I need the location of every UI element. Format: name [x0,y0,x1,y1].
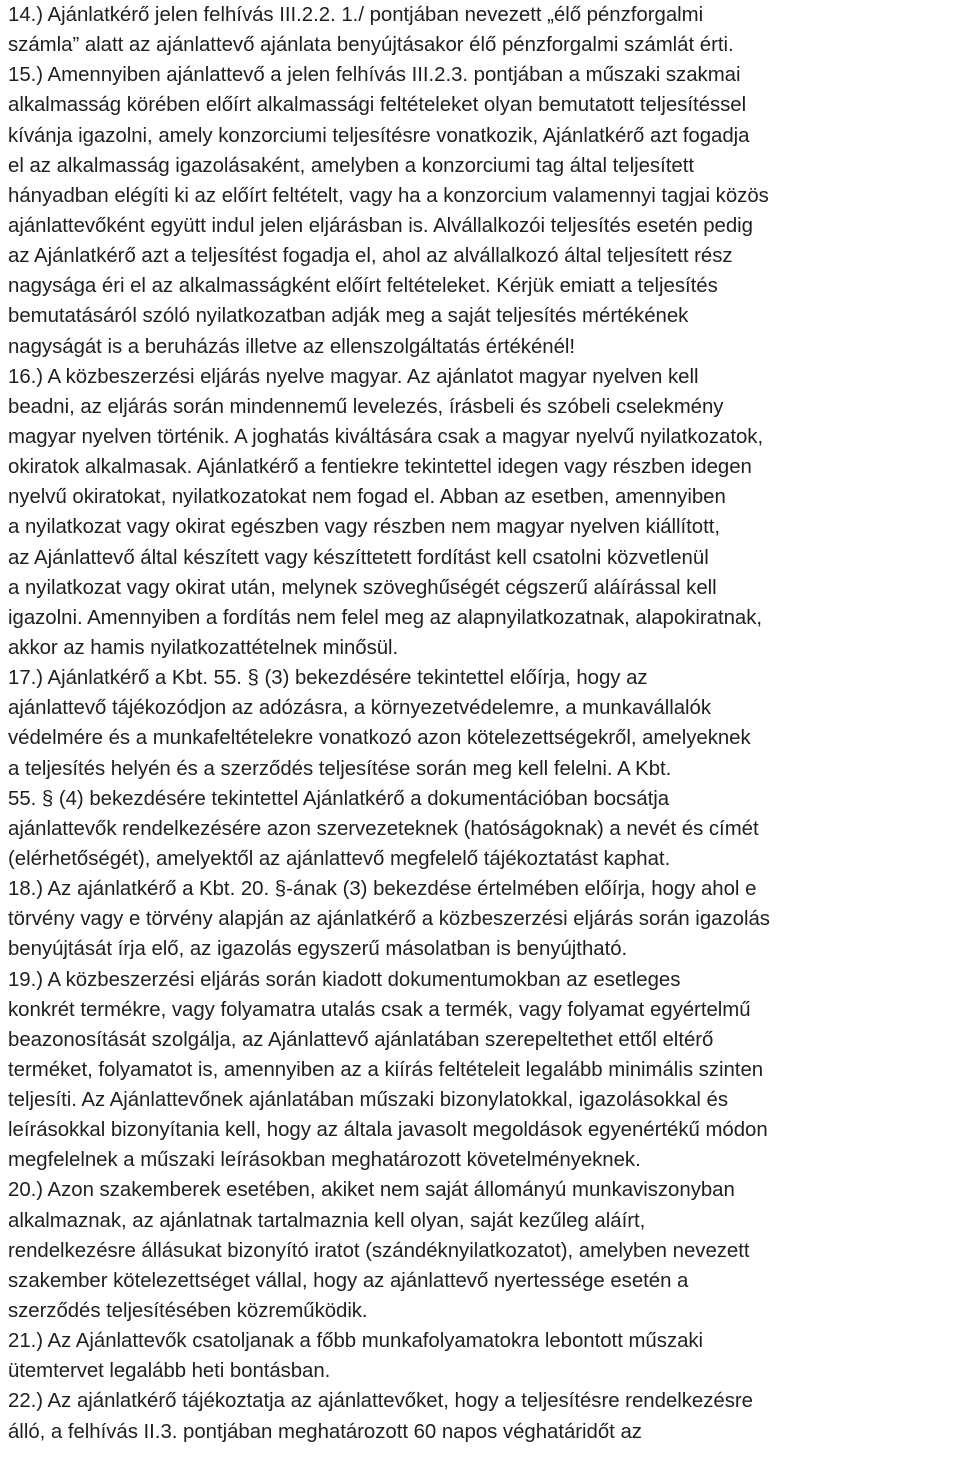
document-body [8,0,960,1447]
text-line: rendelkezésre állásukat bizonyító iratot (szándéknyilatkozatot), amelyben nevezett [8,1239,750,1262]
text-line: beadni, az eljárás során mindennemű levelezés, írásbeli és szóbeli cselekmény [8,395,724,418]
text-line: 21.) Az Ajánlattevők csatoljanak a főbb munkafolyamatokra lebontott műszaki [8,1330,704,1353]
text-line: 15.) Amennyiben ajánlattevő a jelen felhívás III.2.3. pontjában a műszaki szakmai [8,64,741,87]
text-line: teljesíti. Az Ajánlattevőnek ajánlatában műszaki bizonylatokkal, igazolásokkal és [8,1089,729,1112]
text-line: kívánja igazolni, amely konzorciumi teljesítésre vonatkozik, Ajánlatkérő azt fogadja [8,124,750,147]
text-line: ajánlattevők rendelkezésére azon szervezeteknek (hatóságoknak) a nevét és címét [8,817,759,840]
text-line: a nyilatkozat vagy okirat egészben vagy részben nem magyar nyelven kiállított, [8,516,721,539]
text-line: nagysága éri el az alkalmasságként előírt feltételeket. Kérjük emiatt a teljesítés [8,275,718,298]
text-line: az Ajánlattevő által készített vagy készíttetett fordítást kell csatolni közvetlenül [8,546,709,569]
text-line: 55. § (4) bekezdésére tekintettel Ajánlatkérő a dokumentációban bocsátja [8,787,670,810]
text-line: 18.) Az ajánlatkérő a Kbt. 20. §-ának (3) bekezdése értelmében előírja, hogy ahol e [8,878,757,901]
text-line: beazonosítását szolgálja, az Ajánlattevő ajánlatában szerepeltethet ettől eltérő [8,1028,714,1051]
text-line: leírásokkal bizonyítania kell, hogy az általa javasolt megoldások egyenértékű módon [8,1119,768,1142]
text-line: ajánlattevőként együtt indul jelen eljárásban is. Alvállalkozói teljesítés esetén pedig [8,214,753,237]
text-line: ütemtervet legalább heti bontásban. [8,1360,331,1383]
text-line: álló, a felhívás II.3. pontjában meghatározott 60 napos véghatáridőt az [8,1420,642,1443]
text-line: nyelvű okiratokat, nyilatkozatokat nem fogad el. Abban az esetben, amennyiben [8,486,726,509]
text-line: hányadban elégíti ki az előírt feltételt, vagy ha a konzorcium valamennyi tagjai közös [8,184,769,207]
text-line: nagyságát is a beruházás illetve az ellenszolgáltatás értékénél! [8,335,576,358]
text-line: 19.) A közbeszerzési eljárás során kiadott dokumentumokban az esetleges [8,968,681,991]
text-line: okiratok alkalmasak. Ajánlatkérő a fentiekre tekintettel idegen vagy részben idegen [8,456,752,479]
text-line: akkor az hamis nyilatkozattételnek minősül. [8,636,399,659]
text-line: el az alkalmasság igazolásaként, amelyben a konzorciumi tag által teljesített [8,154,694,177]
text-line: alkalmaznak, az ajánlatnak tartalmaznia kell olyan, saját kezűleg aláírt, [8,1209,646,1232]
text-line: 20.) Azon szakemberek esetében, akiket nem saját állományú munkaviszonyban [8,1179,735,1202]
text-line: 17.) Ajánlatkérő a Kbt. 55. § (3) bekezdésére tekintettel előírja, hogy az [8,667,648,690]
text-line: 16.) A közbeszerzési eljárás nyelve magyar. Az ajánlatot magyar nyelven kell [8,365,699,388]
text-line: ajánlattevő tájékozódjon az adózásra, a környezetvédelemre, a munkavállalók [8,697,712,720]
text-line: magyar nyelven történik. A joghatás kiváltására csak a magyar nyelvű nyilatkozatok, [8,425,764,448]
text-line: számla” alatt az ajánlattevő ajánlata benyújtásakor élő pénzforgalmi számlát érti. [8,34,734,57]
text-line: az Ajánlatkérő azt a teljesítést fogadja el, ahol az alvállalkozó által teljesített rész [8,245,733,268]
text-line: alkalmasság körében előírt alkalmassági feltételeket olyan bemutatott teljesítéssel [8,94,747,117]
text-line: védelmére és a munkafeltételekre vonatkozó azon kötelezettségekről, amelyeknek [8,727,751,750]
text-line: a teljesítés helyén és a szerződés teljesítése során meg kell felelni. A Kbt. [8,757,672,780]
text-line: megfelelnek a műszaki leírásokban meghatározott követelményeknek. [8,1149,641,1172]
text-line: bemutatásáról szóló nyilatkozatban adják meg a saját teljesítés mértékének [8,305,689,328]
text-line: a nyilatkozat vagy okirat után, melynek szöveghűségét cégszerű aláírással kell [8,576,717,599]
text-line: 22.) Az ajánlatkérő tájékoztatja az ajánlattevőket, hogy a teljesítésre rendelkezésre [8,1390,753,1413]
text-line: (elérhetőségét), amelyektől az ajánlattevő megfelelő tájékoztatást kaphat. [8,847,671,870]
text-line: törvény vagy e törvény alapján az ajánlatkérő a közbeszerzési eljárás során igazolás [8,908,770,931]
text-line: igazolni. Amennyiben a fordítás nem felel meg az alapnyilatkozatnak, alapokiratnak, [8,606,763,629]
text-line: terméket, folyamatot is, amennyiben az a kiírás feltételeit legalább minimális szinten [8,1058,764,1081]
text-line: 14.) Ajánlatkérő jelen felhívás III.2.2. 1./ pontjában nevezett „élő pénzforgalmi [8,4,704,26]
text-line: szakember kötelezettséget vállal, hogy az ajánlattevő nyertessége esetén a [8,1269,689,1292]
text-line: benyújtását írja elő, az igazolás egyszerű másolatban is benyújtható. [8,938,628,961]
text-line: konkrét termékre, vagy folyamatra utalás csak a termék, vagy folyamat egyértelmű [8,998,751,1021]
text-line: szerződés teljesítésében közreműködik. [8,1300,368,1323]
